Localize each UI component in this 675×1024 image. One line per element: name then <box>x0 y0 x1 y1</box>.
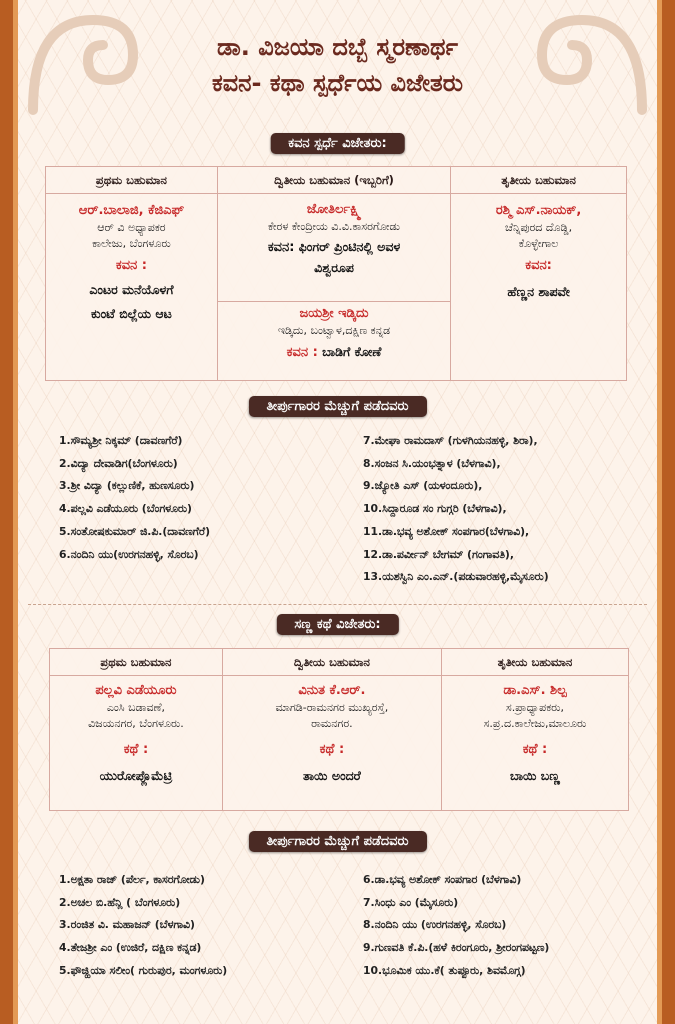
poetry-third-inst-2: ಕೊಳ್ಳೇಗಾಲ <box>518 237 559 250</box>
poetry-col-third: ತೃತೀಯ ಬಹುಮಾನ <box>451 167 627 194</box>
left-border-stripe <box>13 0 18 1024</box>
list-item: 1.ಸೌಮ್ಯಶ್ರೀ ನಿಕ್ಕಮ್ (ದಾವಣಗೆರೆ) <box>59 434 183 447</box>
poetry-second-a-work-2: ವಿಶ್ವರೂಪ <box>314 260 354 275</box>
poetry-first-inst-2: ಕಾಲೇಜು, ಬೆಂಗಳೂರು <box>92 237 171 250</box>
poetry-first-inst-1: ಆರ್ ವಿ ಅಧ್ಯಾಪಕರ <box>97 221 166 234</box>
story-second-cell <box>222 676 441 811</box>
story-second-name: ವಿನುತ ಕೆ.ಆರ್. <box>298 683 366 698</box>
story-first-cell <box>50 676 223 811</box>
poetry-col-first: ಪ್ರಥಮ ಬಹುಮಾನ <box>46 167 218 194</box>
list-item: 2.ಅಚಲ ಬಿ.ಹೆನ್ಲಿ ( ಬೆಂಗಳೂರು) <box>59 895 181 909</box>
story-third-name: ಡಾ.ಎಸ್. ಶಿಲ್ಪ <box>503 683 567 698</box>
poetry-col-second: ದ್ವಿತೀಯ ಬಹುಮಾನ (ಇಬ್ಬರಿಗೆ) <box>217 167 450 194</box>
poetry-third-cell <box>451 194 627 381</box>
poetry-second-a-label: ಕವನ: <box>267 240 295 255</box>
list-item: 11.ಡಾ.ಭವ್ಯ ಅಶೋಕ್ ಸಂಪಗಾರ(ಬೆಳಗಾವಿ), <box>363 524 530 538</box>
list-item: 3.ಶ್ರೀ ವಿದ್ಯಾ (ಕಲ್ಲುಣಿಕೆ, ಹುಣಸೂರು) <box>59 479 195 493</box>
poetry-merit-right-list <box>363 430 549 589</box>
poetry-merit-left-list <box>59 430 210 566</box>
poetry-third-name: ರಶ್ಮಿ ಎಸ್.ನಾಯಕ್, <box>495 203 582 218</box>
poetry-third-label: ಕವನ: <box>525 258 552 273</box>
poetry-second-a-inst: ಕೇರಳ ಕೇಂದ್ರೀಯ ವಿ.ವಿ.ಕಾಸರಗೋಡು <box>267 220 401 233</box>
story-col-third: ತೃತೀಯ ಬಹುಮಾನ <box>441 649 628 676</box>
poetry-first-label: ಕವನ : <box>115 258 148 273</box>
poetry-first-work-2: ಕುಂಟೆ ಬಿಲ್ಲೆಯ ಆಟ <box>91 306 172 321</box>
title-line-1: ಡಾ. ವಿಜಯಾ ದಬ್ಬೆ ಸ್ಮರಣಾರ್ಥ <box>217 33 458 61</box>
list-item: 4.ಪಲ್ಲವಿ ಎಡೆಯೂರು (ಬೆಂಗಳೂರು) <box>59 502 192 516</box>
list-item: 7.ಸಿಂಧು ಎಂ (ಮೈಸೂರು) <box>363 895 459 909</box>
right-border-stripe <box>657 0 662 1024</box>
story-merit-heading: ತೀರ್ಪುಗಾರರ ಮೆಚ್ಚುಗೆ ಪಡೆದವರು <box>248 831 426 852</box>
list-item: 8.ನಂದಿನಿ ಯು (ಉರಗನಹಳ್ಳಿ, ಸೊರಬ) <box>363 918 507 932</box>
list-item: 9.ಗುಣವತಿ ಕೆ.ಪಿ.(ಹಳೆ ಕಿರಂಗೂರು, ಶ್ರೀರಂಗಪಟ್ಟಣ) <box>363 941 550 955</box>
story-merit-left-list <box>59 869 227 983</box>
poetry-third-work: ಹೆಣ್ಣನ ಶಾಪವೇ <box>507 284 570 299</box>
story-second-label: ಕಥೆ : <box>319 742 345 757</box>
story-second-work: ತಾಯಿ ಅಂದರೆ <box>303 768 361 783</box>
list-item: 9.ಜ್ಯೋತಿ ಎಸ್ (ಯಳಂದೂರು), <box>363 479 483 493</box>
poetry-second-b-label: ಕವನ : <box>286 345 318 361</box>
story-winners-heading: ಸಣ್ಣ ಕಥೆ ವಿಜೇತರು: <box>276 614 398 635</box>
story-third-inst-1: ಸ.ಪ್ರಾಧ್ಯಾಪಕರು, <box>505 701 564 714</box>
poetry-merit-heading: ತೀರ್ಪುಗಾರರ ಮೆಚ್ಚುಗೆ ಪಡೆದವರು <box>248 396 426 417</box>
poetry-first-cell <box>46 194 218 381</box>
story-col-first: ಪ್ರಥಮ ಬಹುಮಾನ <box>50 649 223 676</box>
list-item: 12.ಡಾ.ಪರ್ವೀನ್ ಬೇಗಮ್ (ಗಂಗಾವತಿ), <box>363 547 514 561</box>
story-first-name: ಪಲ್ಲವಿ ಎಡೆಯೂರು <box>95 683 177 698</box>
story-first-inst-1: ಎಂಸಿ ಬಡಾವಣೆ, <box>106 701 166 714</box>
poetry-third-inst-1: ಚೆನ್ನಿಪುರದ ದೊಡ್ಡಿ, <box>504 221 573 234</box>
poetry-first-name: ಆರ್.ಬಾಲಾಜಿ, ಕೆಜಿಎಫ್ <box>78 203 185 218</box>
story-third-inst-2: ಸ.ಪ್ರ.ದ.ಕಾಲೇಜು,ಮಾಲೂರು <box>483 717 587 730</box>
story-first-work: ಯುರೋಪ್ಲೊಮೆಟ್ರಿ <box>99 768 173 783</box>
poetry-second-b-name: ಜಯಶ್ರೀ ಇಡ್ಕಿದು <box>299 306 369 322</box>
poetry-second-b-cell <box>217 302 450 381</box>
list-item: 4.ತೇಜಶ್ರೀ ಎಂ (ಉಜಿರೆ, ದಕ್ಷಿಣ ಕನ್ನಡ) <box>59 941 202 955</box>
list-item: 2.ವಿದ್ಯಾ ದೇವಾಡಿಗ(ಬೆಂಗಳೂರು) <box>59 456 178 470</box>
list-item: 3.ರಂಜಿತ ವಿ. ಮಹಾಜನ್ (ಬೆಳಗಾವಿ) <box>59 918 195 932</box>
list-item: 13.ಯಶಸ್ವಿನಿ ಎಂ.ಎನ್.(ಪಡುವಾರಹಳ್ಳಿ,ಮೈಸೂರು) <box>363 570 549 584</box>
list-item: 8.ಸಂಜನ ಸಿ.ಯಂಭತ್ನಾಳ (ಬೆಳಗಾವಿ), <box>363 456 501 470</box>
list-item: 1.ಅಕ್ಷತಾ ರಾಜ್ (ಪೆರ್ಲ, ಕಾಸರಗೋಡು) <box>59 873 205 886</box>
list-item: 5.ಸಂತೋಷಕುಮಾರ್ ಜಿ.ಪಿ.(ದಾವಣಗೆರೆ) <box>59 524 211 538</box>
poetry-second-b-work: ಬಾಡಿಗೆ ಕೋಣೆ <box>322 344 382 360</box>
story-third-cell <box>441 676 628 811</box>
poetry-first-work-1: ಎಂಟರ ಮನೆಯೊಳಗೆ <box>89 282 174 297</box>
story-third-work: ಬಾಯಿ ಬಣ್ಣ <box>510 768 560 783</box>
poetry-winners-table <box>45 166 627 381</box>
story-first-inst-2: ವಿಜಯನಗರ, ಬೆಂಗಳೂರು. <box>88 717 184 730</box>
story-second-inst-2: ರಾಮನಗರ. <box>311 717 353 730</box>
story-third-label: ಕಥೆ : <box>522 742 548 757</box>
title-line-2: ಕವನ- ಕಥಾ ಸ್ಪರ್ಧೆಯ ವಿಜೇತರು <box>211 69 464 97</box>
list-item: 7.ಮೇಘಾ ರಾಮದಾಸ್ (ಗುಳಗಿಯನಹಳ್ಳಿ, ಶಿರಾ), <box>363 434 538 447</box>
poetry-second-a-cell <box>217 194 450 302</box>
story-col-second: ದ್ವಿತೀಯ ಬಹುಮಾನ <box>222 649 441 676</box>
story-winners-table <box>49 648 629 811</box>
list-item: 6.ನಂದಿನಿ ಯು(ಉರಗನಹಳ್ಳಿ, ಸೊರಬ) <box>59 547 199 561</box>
story-first-label: ಕಥೆ : <box>123 742 149 757</box>
list-item: 6.ಡಾ.ಭವ್ಯ ಅಶೋಕ್ ಸಂಪಗಾರ (ಬೆಳಗಾವಿ) <box>363 873 522 886</box>
section-divider <box>28 604 647 605</box>
poetry-second-b-inst: ಇಡ್ಕಿದು, ಬಂಟ್ವಾಳ,ದಕ್ಷಿಣ ಕನ್ನಡ <box>277 324 391 338</box>
story-second-inst-1: ಮಾಗಡಿ-ರಾಮನಗರ ಮುಖ್ಯರಸ್ತೆ, <box>275 701 389 714</box>
poetry-winners-heading: ಕವನ ಸ್ಪರ್ಧೆ ವಿಜೇತರು: <box>270 133 405 154</box>
poetry-second-a-work-1: ಫಿಂಗರ್ ಪ್ರಿಂಟಿನಲ್ಲಿ ಅವಳ <box>298 239 401 254</box>
list-item: 10.ಭೂಮಿಕ ಯು.ಕೆ( ತುಪ್ಪೂರು, ಶಿವಮೊಗ್ಗ) <box>363 963 526 977</box>
list-item: 5.ಫೌಜ್ಹಿಯಾ ಸಲೀಂ( ಗುರುಪುರ, ಮಂಗಳೂರು) <box>59 963 228 977</box>
poetry-second-a-name: ಜೋತಿರ್ಲಕ್ಷ್ಮಿ <box>306 202 362 217</box>
list-item: 10.ಸಿದ್ದಾರೂಡ ಸಂ ಗುಗ್ಗರಿ (ಬೆಳಗಾವಿ), <box>363 502 507 516</box>
story-merit-right-list <box>363 869 549 983</box>
